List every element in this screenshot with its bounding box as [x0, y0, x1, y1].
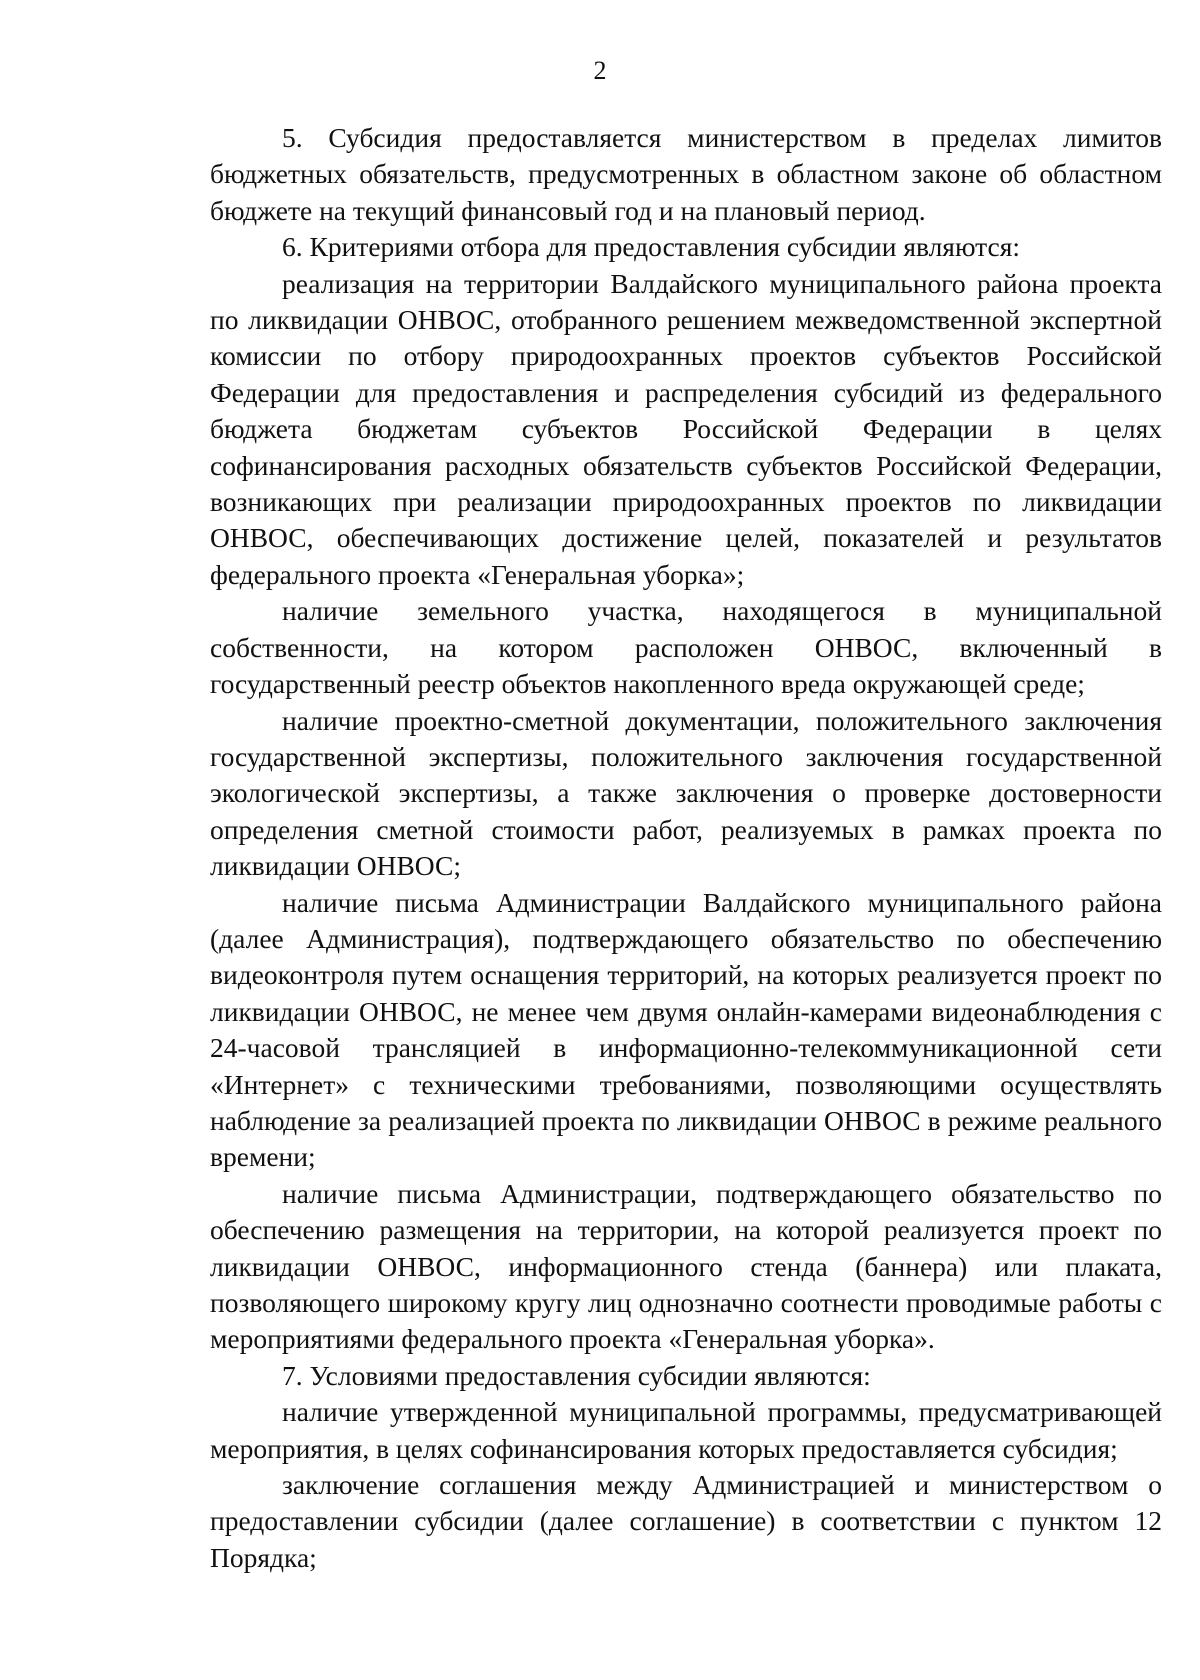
paragraph-5-subsidy-limits: 5. Субсидия предоставляется министерством в пределах лимитов бюджетных обязательств, предусмотренных в областном законе об областном бюджете на текущий финансовый год и на плановый период.: [210, 122, 1162, 226]
criterion-video-control-letter: наличие письма Администрации Валдайского муниципального района (далее Администрация), подтверждающего обязательство по обеспечению видеоконтроля путем оснащения территорий, на которых реализуется проект по ликвидации ОНВОС, не менее чем двумя онлайн-камерами видеонаблюдения с 24-часовой трансляцией в информационно-телекоммуникационной сети «Интернет» с техническими требованиями, позволяющими осуществлять наблюдение за реализацией проекта по ликвидации ОНВОС в режиме реального времени;: [210, 886, 1162, 1173]
paragraph-6-selection-criteria: 6. Критериями отбора для предоставления субсидии являются:: [282, 231, 1020, 263]
paragraph-7-conditions: 7. Условиями предоставления субсидии являются:: [282, 1359, 871, 1391]
condition-agreement: заключение соглашения между Администрацией и министерством о предоставлении субсидии (далее соглашение) в соответствии с пунктом 12 Порядка;: [210, 1469, 1162, 1573]
criterion-information-stand-letter: наличие письма Администрации, подтверждающего обязательство по обеспечению размещения на территории, на которой реализуется проект по ликвидации ОНВОС, информационного стенда (баннера) или плаката, позволяющего широкому кругу лиц однозначно соотнести проводимые работы с мероприятиями федерального проекта «Генеральная уборка».: [210, 1177, 1162, 1355]
page-number: 2: [593, 56, 607, 85]
document-body: [210, 120, 1162, 1576]
condition-municipal-program: наличие утвержденной муниципальной программы, предусматривающей мероприятия, в целях софинансирования которых предоставляется субсидия;: [210, 1396, 1162, 1464]
criterion-design-documentation: наличие проектно-сметной документации, положительного заключения государственной экспертизы, положительного заключения государственной экологической экспертизы, а также заключения о проверке достоверности определения сметной стоимости работ, реализуемых в рамках проекта по ликвидации ОНВОС;: [210, 704, 1162, 882]
criterion-project-implementation: реализация на территории Валдайского муниципального района проекта по ликвидации ОНВОС, отобранного решением межведомственной экспертной комиссии по отбору природоохранных проектов субъектов Российской Федерации для предоставления и распределения субсидий из федерального бюджета бюджетам субъектов Российской Федерации в целях софинансирования расходных обязательств субъектов Российской Федерации, возникающих при реализации природоохранных проектов по ликвидации ОНВОС, обеспечивающих достижение целей, показателей и результатов федерального проекта «Генеральная уборка»;: [210, 267, 1162, 590]
criterion-land-plot: наличие земельного участка, находящегося в муниципальной собственности, на котором расположен ОНВОС, включенный в государственный реестр объектов накопленного вреда окружающей среде;: [210, 595, 1162, 700]
